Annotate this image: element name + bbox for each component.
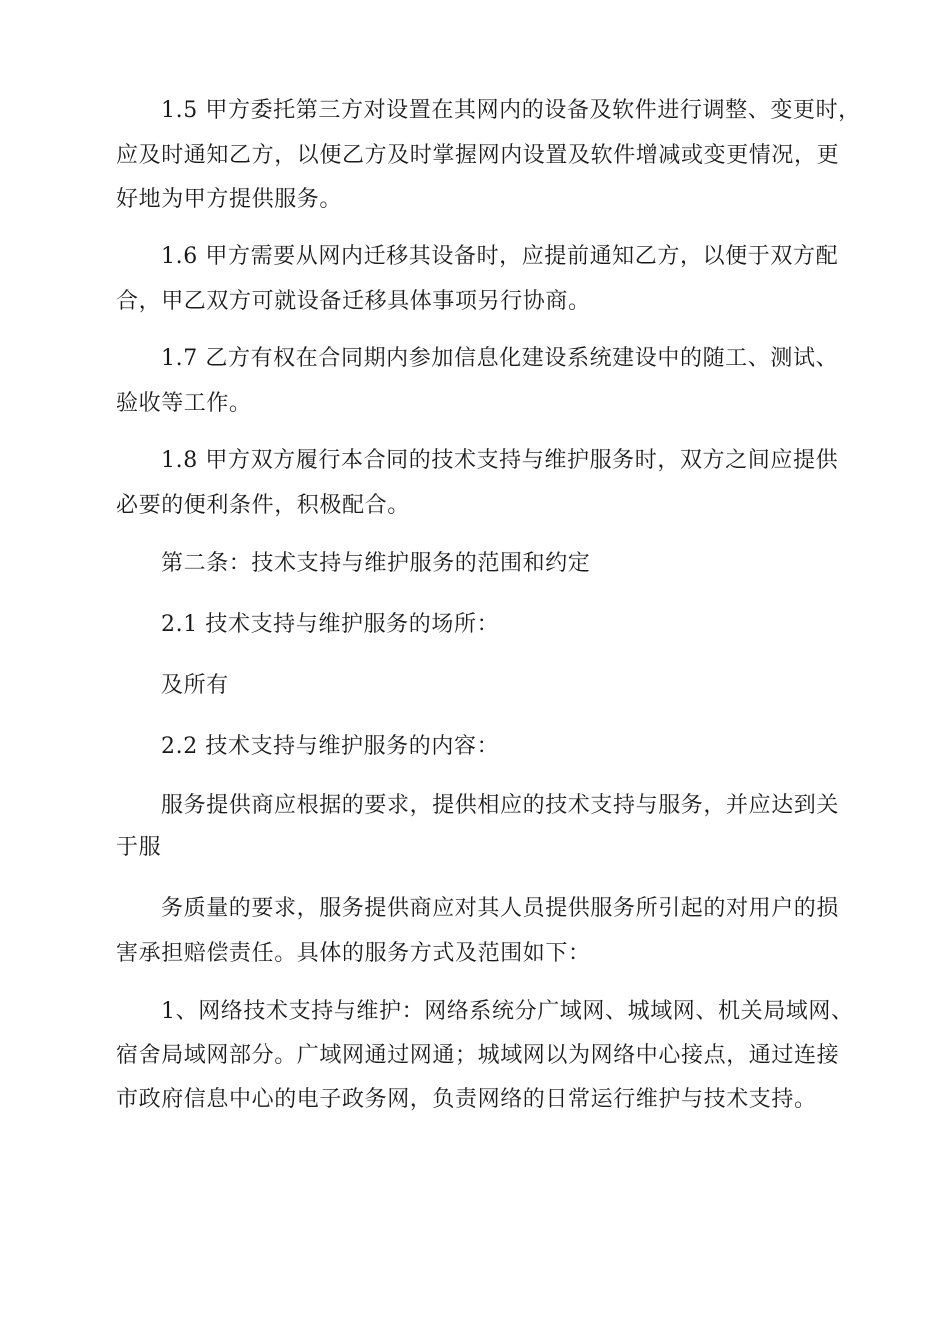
paragraph-service-line-1: 服务提供商应根据的要求，提供相应的技术支持与服务，并应达到关 bbox=[161, 793, 840, 818]
paragraph-location: 及所有 bbox=[161, 673, 229, 698]
paragraph-quality-line-1: 务质量的要求，服务提供商应对其人员提供服务所引起的对用户的损 bbox=[161, 896, 840, 921]
paragraph-1-8-line-2: 必要的便利条件，积极配合。 bbox=[116, 493, 410, 518]
paragraph-1-5-line-3: 好地为甲方提供服务。 bbox=[116, 187, 343, 212]
paragraph-network-line-3: 市政府信息中心的电子政务网，负责网络的日常运行维护与技术支持。 bbox=[116, 1087, 817, 1112]
paragraph-service-line-2: 于服 bbox=[116, 835, 162, 860]
paragraph-1-6-line-1: 1.6 甲方需要从网内迁移其设备时，应提前通知乙方，以便于双方配 bbox=[161, 244, 839, 269]
paragraph-2-2: 2.2 技术支持与维护服务的内容： bbox=[161, 734, 500, 759]
paragraph-1-5-line-1: 1.5 甲方委托第三方对设置在其网内的设备及软件进行调整、变更时， bbox=[161, 98, 861, 123]
paragraph-network-line-1: 1、网络技术支持与维护：网络系统分广域网、城域网、机关局域网、 bbox=[161, 999, 854, 1024]
paragraph-1-6-line-2: 合，甲乙双方可就设备迁移具体事项另行协商。 bbox=[116, 289, 591, 314]
paragraph-quality-line-2: 害承担赔偿责任。具体的服务方式及范围如下： bbox=[116, 941, 591, 966]
paragraph-1-5-line-2: 应及时通知乙方，以便乙方及时掌握网内设置及软件增减或变更情况，更 bbox=[116, 143, 840, 168]
section-2-heading: 第二条：技术支持与维护服务的范围和约定 bbox=[161, 551, 591, 576]
paragraph-network-line-2: 宿舍局域网部分。广域网通过网通；城域网以为网络中心接点，通过连接 bbox=[116, 1043, 840, 1068]
paragraph-1-8-line-1: 1.8 甲方双方履行本合同的技术支持与维护服务时，双方之间应提供 bbox=[161, 448, 839, 473]
paragraph-2-1: 2.1 技术支持与维护服务的场所： bbox=[161, 612, 500, 637]
paragraph-1-7-line-2: 验收等工作。 bbox=[116, 391, 252, 416]
paragraph-1-7-line-1: 1.7 乙方有权在合同期内参加信息化建设系统建设中的随工、测试、 bbox=[161, 346, 839, 371]
